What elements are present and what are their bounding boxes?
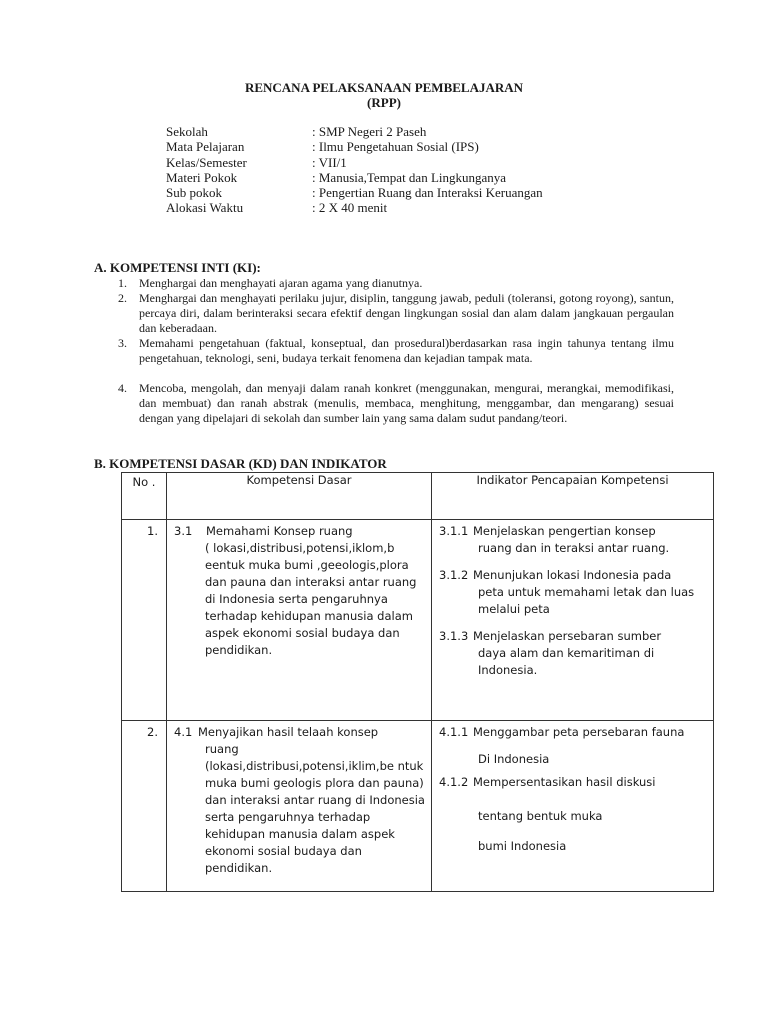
document-subtitle: (RPP) [367, 95, 401, 110]
section-heading-kd: B. KOMPETENSI DASAR (KD) DAN INDIKATOR [94, 456, 387, 471]
info-value: : Pengertian Ruang dan Interaksi Keruangan [312, 185, 543, 201]
row-number: 2. [122, 721, 167, 892]
kd-cell [167, 721, 432, 892]
header-no: No . [122, 473, 167, 520]
kd-text-first: Memahami Konsep ruang [206, 524, 353, 538]
indikator-item [439, 724, 709, 768]
info-label: Alokasi Waktu [166, 200, 244, 216]
document-title: RENCANA PELAKSANAAN PEMBELAJARAN [244, 80, 524, 95]
info-row-sekolah [166, 124, 543, 139]
info-label: Kelas/Semester [166, 154, 247, 170]
indikator-code: 4.1.2 [439, 775, 469, 789]
ki-number: 2. [118, 291, 127, 305]
info-label: Materi Pokok [166, 169, 238, 185]
info-value: : VII/1 [312, 154, 347, 170]
info-value: : SMP Negeri 2 Paseh [312, 124, 427, 139]
ki-number: 1. [118, 276, 127, 290]
row-number: 1. [122, 520, 167, 721]
header-kompetensi-dasar: Kompetensi Dasar [167, 473, 432, 520]
ki-text: Mencoba, mengolah, dan menyaji dalam ranah konkret (menggunakan, mengurai, merangkai, memodifikasi, dan membuat) dan ranah abstrak (menulis, membaca, menghitung, menggambar, dan mengarang) sesuai dengan yang dipelajari di sekolah dan sumber lain yang sama dalam sudut pandang/teori. [139, 381, 674, 425]
indikator-cell [432, 520, 714, 721]
info-label: Sub pokok [166, 185, 222, 201]
indikator-code: 3.1.3 [439, 629, 469, 643]
kd-table [121, 472, 714, 892]
info-label: Sekolah [166, 124, 208, 139]
section-heading-ki: A. KOMPETENSI INTI (KI): [94, 260, 261, 275]
indikator-text-rest: Di Indonesia [478, 752, 550, 766]
ki-item [118, 381, 674, 426]
table-row [122, 721, 714, 892]
info-value: : 2 X 40 menit [312, 200, 388, 216]
info-row-kelas-semester [166, 155, 543, 170]
indikator-text-first: Menjelaskan persebaran sumber [473, 629, 662, 643]
ki-text: Memahami pengetahuan (faktual, konseptual, dan prosedural)berdasarkan rasa ingin tahunya tentang ilmu pengetahuan, teknologi, seni, budaya terkait fenomena dan kejadian tampak mata. [139, 336, 674, 365]
table-header-row [122, 473, 714, 520]
ki-number: 3. [118, 336, 127, 350]
header-indikator: Indikator Pencapaian Kompetensi [432, 473, 714, 520]
info-row-sub-pokok [166, 185, 543, 200]
indikator-text-first: Menunjukan lokasi Indonesia pada [473, 568, 672, 582]
ki-text: Menghargai dan menghayati ajaran agama yang dianutnya. [139, 276, 423, 290]
indikator-text-first: Menjelaskan pengertian konsep [473, 524, 656, 538]
kd-text-rest: ruang (lokasi,distribusi,potensi,iklim,be ntuk muka bumi geologis plora dan pauna) dan interaksi antar ruang di Indonesia serta pengaruhnya terhadap kehidupan manusia dalam aspek ekonomi sosial budaya dan pendidikan. [205, 742, 425, 875]
indikator-text-rest: daya alam dan kemaritiman di Indonesia. [478, 646, 655, 677]
kd-text-rest: ( lokasi,distribusi,potensi,iklom,b eentuk muka bumi ,geeologis,plora dan pauna dan interaksi antar ruang di Indonesia serta pengaruhnya terhadap kehidupan manusia dalam aspek ekonomi sosial budaya dan pendidikan. [205, 541, 417, 657]
indikator-text-first: Menggambar peta persebaran fauna [473, 725, 685, 739]
ki-text: Menghargai dan menghayati perilaku jujur, disiplin, tanggung jawab, peduli (toleransi, gotong royong), santun, percaya diri, dalam berinteraksi secara efektif dengan lingkungan sosial dan alam dalam jangkauan pergaulan dan keberadaan. [139, 291, 674, 335]
info-row-materi-pokok [166, 170, 543, 185]
info-value: : Manusia,Tempat dan Lingkunganya [312, 169, 507, 185]
table-row [122, 520, 714, 721]
info-label: Mata Pelajaran [166, 139, 245, 155]
identity-block [166, 124, 543, 216]
info-row-mata-pelajaran [166, 139, 543, 154]
indikator-item [439, 774, 709, 861]
ki-item [118, 291, 674, 336]
kd-code: 3.1 [174, 524, 193, 538]
indikator-code: 3.1.2 [439, 568, 469, 582]
indikator-item [439, 567, 709, 618]
kd-text-first: Menyajikan hasil telaah konsep [198, 725, 379, 739]
indikator-item [439, 523, 709, 557]
indikator-code: 4.1.1 [439, 725, 469, 739]
indikator-item [439, 628, 709, 679]
indikator-cell [432, 721, 714, 892]
ki-number: 4. [118, 381, 127, 395]
indikator-text-first: Mempersentasikan hasil diskusi [473, 775, 656, 789]
info-value: : Ilmu Pengetahuan Sosial (IPS) [312, 139, 479, 155]
indikator-code: 3.1.1 [439, 524, 469, 538]
indikator-text-rest: ruang dan in teraksi antar ruang. [478, 541, 670, 555]
indikator-text-rest: peta untuk memahami letak dan luas melalui peta [478, 585, 695, 616]
ki-item [118, 276, 674, 291]
ki-item [118, 336, 674, 366]
kd-code: 4.1 [174, 725, 193, 739]
kd-cell [167, 520, 432, 721]
info-row-alokasi-waktu [166, 200, 543, 215]
indikator-text-rest: tentang bentuk muka bumi Indonesia [478, 809, 603, 853]
